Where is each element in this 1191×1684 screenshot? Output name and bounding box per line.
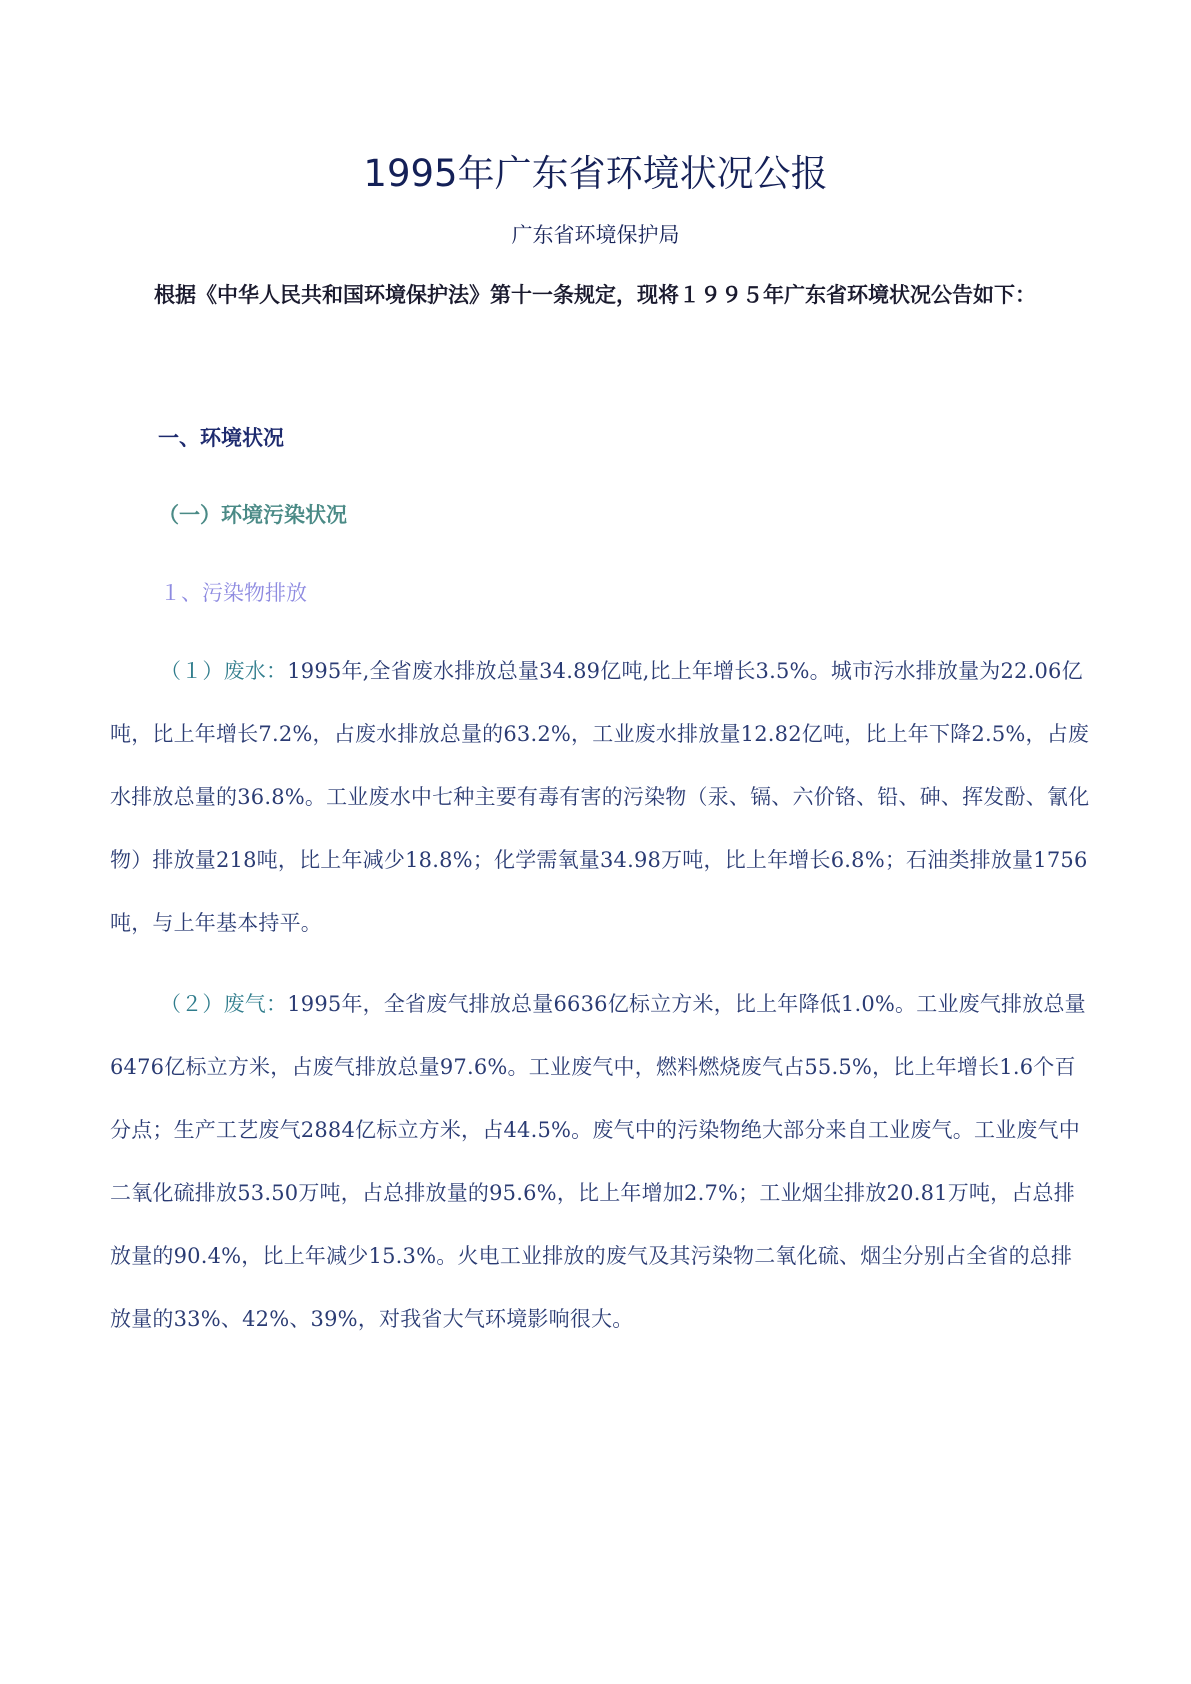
paragraph-waste-gas-label: （２）废气：: [160, 992, 288, 1016]
section-heading-environment-status: 一、环境状况: [158, 425, 284, 450]
document-subtitle: 广东省环境保护局: [511, 223, 680, 247]
paragraph-wastewater-text: 1995年,全省废水排放总量34.89亿吨,比上年增长3.5%。城市污水排放量为22.06亿吨，比上年增长7.2%，占废水排放总量的63.2%，工业废水排放量12.82亿吨，比上年下降2.5%，占废水排放总量的36.8%。工业废水中七种主要有毒有害的污染物（汞、镉、六价铬、铅、砷、挥发酚、氰化物）排放量218吨，比上年减少18.8%；化学需氧量34.98万吨，比上年增长6.8%；石油类排放量1756吨，与上年基本持平。: [110, 659, 1090, 935]
subsubsection-heading-pollutant-emission: １、污染物排放: [160, 581, 307, 605]
subsection-heading-pollution-status: （一）环境污染状况: [158, 502, 347, 527]
document-title: 1995年广东省环境状况公报: [363, 152, 828, 195]
paragraph-waste-gas-text: 1995年，全省废气排放总量6636亿标立方米，比上年降低1.0%。工业废气排放总量6476亿标立方米，占废气排放总量97.6%。工业废气中，燃料燃烧废气占55.5%，比上年增长1.6个百分点；生产工艺废气2884亿标立方米，占44.5%。废气中的污染物绝大部分来自工业废气。工业废气中二氧化硫排放53.50万吨，占总排放量的95.6%，比上年增加2.7%；工业烟尘排放20.81万吨，占总排放量的90.4%，比上年减少15.3%。火电工业排放的废气及其污染物二氧化硫、烟尘分别占全省的总排放量的33%、42%、39%，对我省大气环境影响很大。: [110, 992, 1086, 1331]
paragraph-wastewater-label: （１）废水：: [160, 659, 288, 683]
intro-paragraph: 根据《中华人民共和国环境保护法》第十一条规定，现将１９９５年广东省环境状况公告如下：: [154, 282, 1036, 307]
paragraph-wastewater: [110, 640, 1090, 955]
paragraph-waste-gas: [110, 973, 1090, 1351]
